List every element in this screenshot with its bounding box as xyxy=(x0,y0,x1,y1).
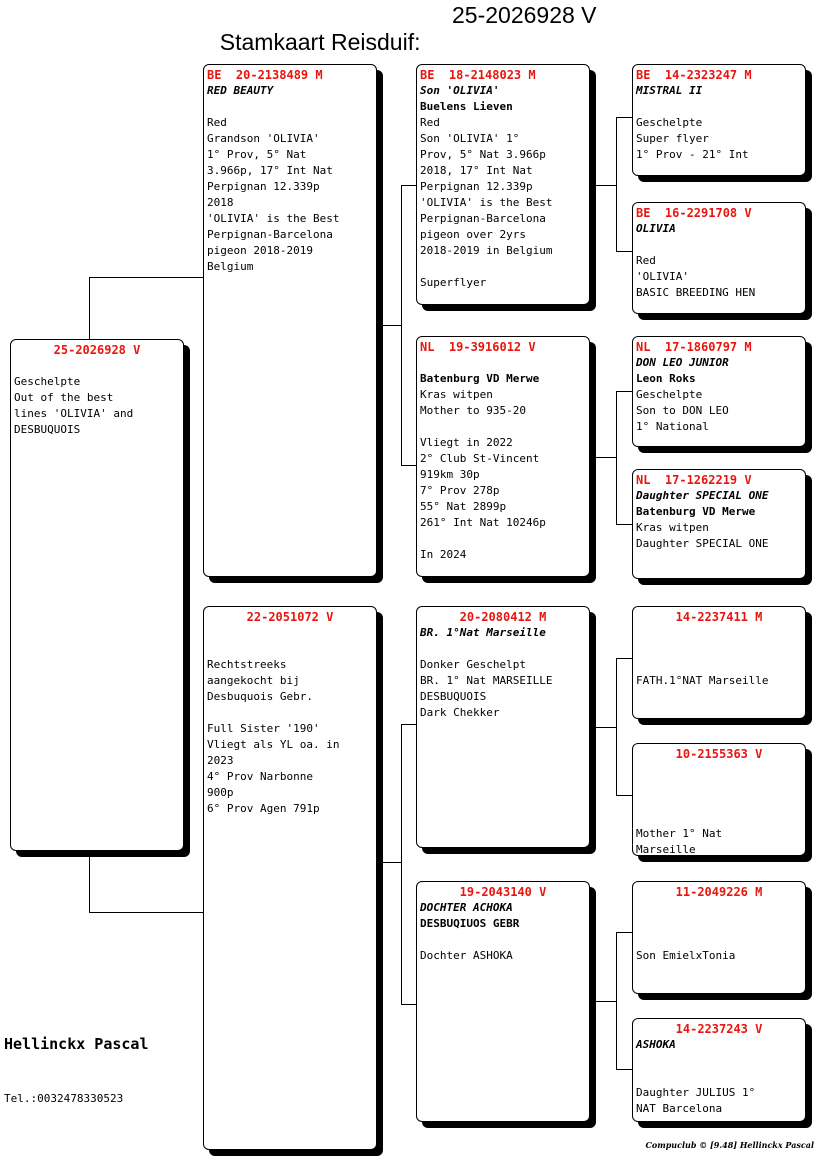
note-line: Donker Geschelpt xyxy=(420,658,526,671)
card-notes xyxy=(207,99,373,275)
note-line: Mother to 935-20 xyxy=(420,404,526,417)
note-line: Belgium xyxy=(207,260,254,273)
connector xyxy=(616,391,632,392)
pigeon-name: MISTRAL II xyxy=(636,84,703,97)
note-line: Out of the best xyxy=(14,391,114,404)
note-line xyxy=(636,762,802,778)
connector xyxy=(616,795,632,796)
note-line: BASIC BREEDING HEN xyxy=(636,286,756,299)
pigeon-name: DOCHTER ACHOKA xyxy=(420,901,513,914)
ring-number: 10-2155363 V xyxy=(675,747,763,761)
pigeon-name xyxy=(420,355,586,371)
breeder-name: DESBUQIUOS GEBR xyxy=(420,917,520,930)
connector xyxy=(616,932,617,1069)
connector xyxy=(401,465,417,466)
note-line: 2018 xyxy=(207,196,234,209)
note-line xyxy=(207,99,373,115)
ggp-fff-card xyxy=(632,64,806,176)
pigeon-name: RED BEAUTY xyxy=(207,84,274,97)
note-line xyxy=(636,625,802,641)
connector xyxy=(592,1001,616,1002)
note-line: Prov, 5° Nat 3.966p xyxy=(420,148,546,161)
connector xyxy=(89,277,90,339)
note-line: 'OLIVIA' is the Best xyxy=(207,212,340,225)
note-line xyxy=(636,810,802,826)
note-line: Vliegt als YL oa. in xyxy=(207,738,340,751)
note-line: Desbuquois Gebr. xyxy=(207,690,313,703)
note-line xyxy=(420,531,586,547)
card-notes xyxy=(636,762,802,856)
note-line: 1° National xyxy=(636,420,709,433)
note-line: Son to DON LEO xyxy=(636,404,729,417)
note-line: 2018-2019 in Belgium xyxy=(420,244,553,257)
note-line: Mother 1° Nat xyxy=(636,827,723,840)
ggp-mmm-card xyxy=(632,1018,806,1122)
grandmother-paternal-card xyxy=(416,336,590,577)
connector xyxy=(89,277,204,278)
ring-number: NL 17-1262219 V xyxy=(636,473,752,487)
card-notes xyxy=(636,520,802,552)
card-notes xyxy=(636,387,802,435)
note-line: BR. 1° Nat MARSEILLE xyxy=(420,674,553,687)
grandfather-paternal-card xyxy=(416,64,590,305)
note-line xyxy=(207,705,373,721)
breeder-name: Leon Roks xyxy=(636,372,696,385)
note-line: Daughter JULIUS 1° xyxy=(636,1086,756,1099)
note-line: Rechtstreeks xyxy=(207,658,287,671)
card-notes xyxy=(636,99,802,163)
note-line xyxy=(636,900,802,916)
note-line: 1° Prov - 21° Int xyxy=(636,148,749,161)
note-line xyxy=(636,778,802,794)
title-ring: 25-2026928 V xyxy=(452,2,597,28)
connector xyxy=(592,457,616,458)
card-notes xyxy=(420,641,586,721)
note-line xyxy=(636,1053,802,1069)
note-line: Grandson 'OLIVIA' xyxy=(207,132,320,145)
note-line xyxy=(420,932,586,948)
connector xyxy=(401,185,402,465)
connector xyxy=(616,658,617,795)
footer-credit: Compuclub © [9.48] Hellinckx Pascal xyxy=(645,1140,814,1150)
note-line: 4° Prov Narbonne xyxy=(207,770,313,783)
grandfather-maternal-card xyxy=(416,606,590,848)
card-notes xyxy=(636,900,802,964)
note-line: 2018, 17° Int Nat xyxy=(420,164,533,177)
note-line: aangekocht bij xyxy=(207,674,300,687)
note-line xyxy=(420,419,586,435)
connector xyxy=(616,117,632,118)
card-notes xyxy=(636,625,802,689)
note-line: Red xyxy=(207,116,227,129)
note-line: Marseille xyxy=(636,843,696,856)
note-line xyxy=(207,641,373,657)
card-notes xyxy=(636,1053,802,1117)
note-line: Geschelpte xyxy=(636,388,703,401)
connector xyxy=(401,185,417,186)
ring-number: NL 19-3916012 V xyxy=(420,340,536,354)
ring-number: BE 16-2291708 V xyxy=(636,206,752,220)
card-notes xyxy=(207,625,373,817)
note-line: NAT Barcelona xyxy=(636,1102,723,1115)
note-line xyxy=(636,916,802,932)
father-card xyxy=(203,64,377,577)
ggp-fmf-card xyxy=(632,336,806,447)
breeder-name: Batenburg VD Merwe xyxy=(420,372,540,385)
note-line xyxy=(420,259,586,275)
grandmother-maternal-card xyxy=(416,881,590,1122)
connector xyxy=(89,851,90,912)
note-line xyxy=(636,641,802,657)
note-line xyxy=(636,99,802,115)
card-notes xyxy=(420,115,586,291)
breeder-name: Buelens Lieven xyxy=(420,100,513,113)
note-line: Kras witpen xyxy=(420,388,493,401)
ring-number: 25-2026928 V xyxy=(53,343,141,357)
note-line xyxy=(636,1069,802,1085)
note-line: Daughter SPECIAL ONE xyxy=(636,537,769,550)
note-line: 2023 xyxy=(207,754,234,767)
note-line: pigeon 2018-2019 xyxy=(207,244,313,257)
ggp-mfm-card xyxy=(632,743,806,856)
note-line: Son EmielxTonia xyxy=(636,949,736,962)
connector xyxy=(401,724,417,725)
note-line: lines 'OLIVIA' and xyxy=(14,407,134,420)
connector xyxy=(377,325,401,326)
connector xyxy=(401,1004,417,1005)
ring-number: 14-2237243 V xyxy=(675,1022,763,1036)
ring-number: 11-2049226 M xyxy=(675,885,763,899)
connector xyxy=(616,932,632,933)
note-line: pigeon over 2yrs xyxy=(420,228,526,241)
owner-name: Hellinckx Pascal xyxy=(4,1035,149,1053)
note-line xyxy=(207,625,373,641)
note-line: Geschelpte xyxy=(636,116,703,129)
subject-card xyxy=(10,339,184,851)
connector xyxy=(401,724,402,1004)
connector xyxy=(592,185,616,186)
note-line: In 2024 xyxy=(420,548,467,561)
note-line: Son 'OLIVIA' 1° xyxy=(420,132,520,145)
ggp-mmf-card xyxy=(632,881,806,994)
note-line xyxy=(636,237,802,253)
pigeon-name: DON LEO JUNIOR xyxy=(636,356,729,369)
note-line: 2° Club St-Vincent xyxy=(420,452,540,465)
connector xyxy=(89,912,204,913)
connector xyxy=(616,251,632,252)
connector xyxy=(592,727,616,728)
note-line: 'OLIVIA' is the Best xyxy=(420,196,553,209)
ggp-mff-card xyxy=(632,606,806,719)
ggp-ffm-card xyxy=(632,202,806,314)
note-line: 1° Prov, 5° Nat xyxy=(207,148,307,161)
note-line xyxy=(14,358,180,374)
note-line xyxy=(636,794,802,810)
pigeon-name: ASHOKA xyxy=(636,1038,676,1051)
ring-number: NL 17-1860797 M xyxy=(636,340,752,354)
note-line: Perpignan 12.339p xyxy=(420,180,533,193)
ring-number: BE 18-2148023 M xyxy=(420,68,536,82)
connector xyxy=(616,524,632,525)
ring-number: BE 20-2138489 M xyxy=(207,68,323,82)
note-line: 3.966p, 17° Int Nat xyxy=(207,164,333,177)
ring-number: 19-2043140 V xyxy=(459,885,547,899)
ring-number: 22-2051072 V xyxy=(246,610,334,624)
connector xyxy=(616,658,632,659)
pigeon-name: Daughter SPECIAL ONE xyxy=(636,489,769,502)
note-line: Perpignan 12.339p xyxy=(207,180,320,193)
connector xyxy=(377,862,401,863)
connector xyxy=(616,391,617,524)
note-line: 7° Prov 278p xyxy=(420,484,500,497)
note-line: 919km 30p xyxy=(420,468,480,481)
ring-number: BE 14-2323247 M xyxy=(636,68,752,82)
ring-number: 14-2237411 M xyxy=(675,610,763,624)
pigeon-name: OLIVIA xyxy=(636,222,676,235)
mother-card xyxy=(203,606,377,1150)
card-notes xyxy=(14,358,180,438)
note-line: Geschelpte xyxy=(14,375,81,388)
ring-number: 20-2080412 M xyxy=(459,610,547,624)
note-line: Dark Chekker xyxy=(420,706,500,719)
note-line xyxy=(420,641,586,657)
card-notes xyxy=(636,237,802,301)
title-label: Stamkaart Reisduif: xyxy=(219,29,421,55)
card-notes xyxy=(420,387,586,563)
owner-phone: Tel.:0032478330523 xyxy=(4,1092,124,1105)
connector xyxy=(616,117,617,251)
note-line: 900p xyxy=(207,786,234,799)
card-notes xyxy=(420,932,586,964)
ggp-fmm-card xyxy=(632,469,806,579)
note-line: 6° Prov Agen 791p xyxy=(207,802,320,815)
note-line: Perpignan-Barcelona xyxy=(207,228,333,241)
breeder-name: Batenburg VD Merwe xyxy=(636,505,756,518)
note-line: Red xyxy=(420,116,440,129)
note-line: Full Sister '190' xyxy=(207,722,320,735)
note-line: Red xyxy=(636,254,656,267)
note-line: DESBUQUOIS xyxy=(14,423,81,436)
note-line: Kras witpen xyxy=(636,521,709,534)
note-line: DESBUQUOIS xyxy=(420,690,487,703)
note-line: 'OLIVIA' xyxy=(636,270,689,283)
note-line: Perpignan-Barcelona xyxy=(420,212,546,225)
note-line: Dochter ASHOKA xyxy=(420,949,513,962)
connector xyxy=(616,1069,632,1070)
note-line: Super flyer xyxy=(636,132,709,145)
pigeon-name: Son 'OLIVIA' xyxy=(420,84,500,97)
note-line: 261° Int Nat 10246p xyxy=(420,516,546,529)
note-line xyxy=(636,657,802,673)
note-line: 55° Nat 2899p xyxy=(420,500,507,513)
note-line: Vliegt in 2022 xyxy=(420,436,513,449)
note-line xyxy=(636,932,802,948)
note-line: Superflyer xyxy=(420,276,487,289)
pigeon-name: BR. 1°Nat Marseille xyxy=(420,626,546,639)
note-line: FATH.1°NAT Marseille xyxy=(636,674,769,687)
